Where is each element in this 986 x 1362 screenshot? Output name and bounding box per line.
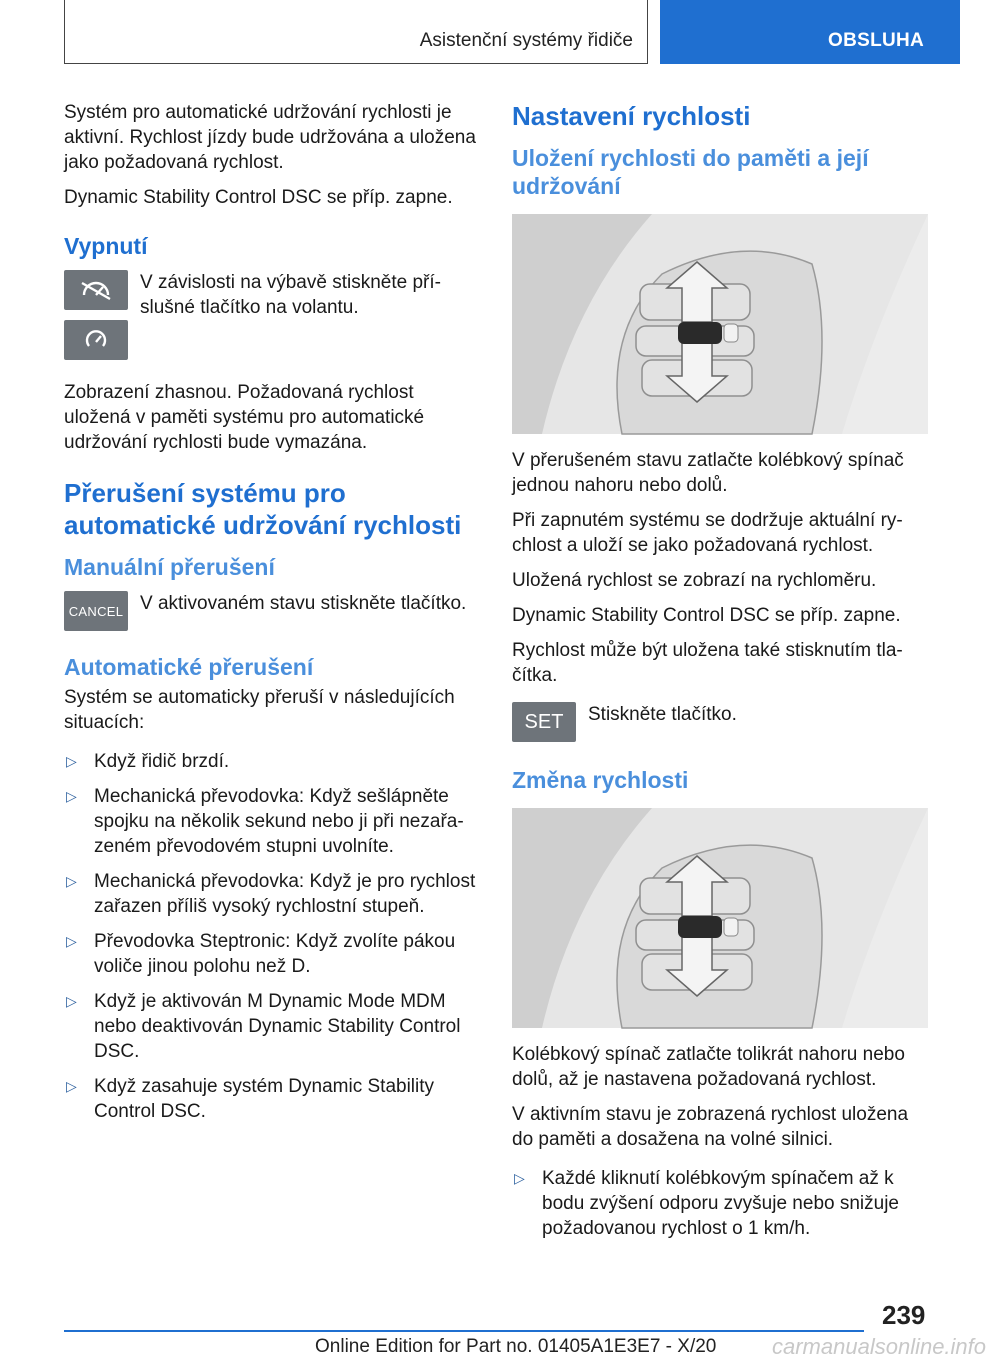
list-item: ▷ Mechanická převodovka: Když je pro rychlost zařazen příliš vysoký rychlostní stupeň. (66, 871, 476, 917)
ulozeni-heading: Uložení rychlosti do paměti a její udržování (512, 145, 869, 199)
list-item: ▷ Převodovka Steptronic: Když zvolíte pákou voliče jinou polohu než D. (66, 931, 456, 977)
cancel-button[interactable]: CANCEL (64, 591, 128, 631)
ulozeni-paragraph-2: Při zapnutém systému se dodržuje aktuální rychlost a uloží se jako požadovaná rychlost. (512, 510, 903, 556)
footer-divider (64, 1330, 864, 1332)
footer-edition: Online Edition for Part no. 01405A1E3E7 - X/20 (315, 1336, 717, 1357)
page-number: 239 (882, 1300, 926, 1330)
vypnuti-text: V závislosti na výbavě stiskněte příslušné tlačítko na volantu. (140, 272, 441, 318)
bullet-triangle-icon: ▷ (66, 993, 77, 1009)
list-item: ▷ Když řidič brzdí. (66, 751, 230, 772)
vypnuti-after-text: Zobrazení zhasnou. Požadovaná rychlost uložená v paměti systému pro automatické udržování rychlosti bude vymazána. (64, 382, 425, 453)
speed-limiter-icon (64, 320, 128, 360)
right-column (512, 100, 928, 1251)
list-item: ▷ Když zasahuje systém Dynamic Stability Control DSC. (66, 1076, 435, 1122)
bullet-triangle-icon: ▷ (514, 1170, 525, 1186)
set-row (512, 702, 928, 742)
auto-bullet-list (64, 749, 480, 1124)
auto-text: Systém se automaticky přeruší v následujících situacích: (64, 687, 455, 733)
manual-row (64, 591, 480, 631)
zmena-heading: Změna rychlosti (512, 767, 689, 793)
vypnuti-row (64, 270, 480, 370)
section-title: Asistenční systémy řidiče (419, 30, 633, 51)
ulozeni-paragraph-1: V přerušeném stavu zatlačte kolébkový spínač jednou nahoru nebo dolů. (512, 450, 904, 496)
left-column (64, 100, 480, 1134)
zmena-paragraph-2: V aktivním stavu je zobrazená rychlost uložena do paměti a dosažena na volné silnici. (512, 1104, 909, 1150)
chapter-tab-label: OBSLUHA (828, 30, 925, 51)
bullet-triangle-icon: ▷ (66, 1078, 77, 1094)
bullet-triangle-icon: ▷ (66, 788, 77, 804)
manual-heading: Manuální přerušení (64, 554, 275, 580)
set-text: Stiskněte tlačítko. (588, 704, 737, 725)
preruseni-heading: Přerušení systému pro automatické udržování rychlosti (64, 478, 462, 540)
zmena-paragraph-1: Kolébkový spínač zatlačte tolikrát nahoru nebo dolů, až je nastavena požadovaná rychlost. (512, 1044, 905, 1090)
list-item: ▷ Každé kliknutí kolébkovým spínačem až k bodu zvýšení odporu zvyšuje nebo snižuje požadovanou rychlost o 1 km/h. (514, 1168, 900, 1239)
steering-wheel-rocker-image-1 (512, 214, 928, 434)
intro-paragraph-2: Dynamic Stability Control DSC se příp. zapne. (64, 187, 453, 208)
intro-paragraph-1: Systém pro automatické udržování rychlosti je aktivní. Rychlost jízdy bude udržována a uložena jako požadovaná rychlost. (64, 102, 476, 173)
manual-text: V aktivovaném stavu stiskněte tlačítko. (140, 593, 467, 614)
auto-heading: Automatické přerušení (64, 654, 314, 680)
ulozeni-paragraph-5: Rychlost může být uložena také stisknutím tlačítka. (512, 640, 903, 686)
footer-watermark: carmanualsonline.info (772, 1334, 986, 1359)
steering-wheel-rocker-image-2 (512, 808, 928, 1028)
bullet-triangle-icon: ▷ (66, 933, 77, 949)
chapter-tab[interactable] (660, 0, 960, 64)
bullet-triangle-icon: ▷ (66, 753, 77, 769)
zmena-bullet-list (512, 1166, 928, 1241)
list-item: ▷ Když je aktivován M Dynamic Mode MDM nebo deaktivován Dynamic Stability Control DSC. (66, 991, 461, 1062)
list-item: ▷ Mechanická převodovka: Když sešlápněte spojku na několik sekund nebo ji při nezařazeném převodovém stupni uvolníte. (66, 786, 464, 857)
cruise-control-off-icon (64, 270, 128, 310)
nastaveni-heading: Nastavení rychlosti (512, 101, 751, 131)
ulozeni-paragraph-4: Dynamic Stability Control DSC se příp. zapne. (512, 605, 901, 626)
header-frame (64, 0, 648, 64)
vypnuti-heading: Vypnutí (64, 233, 148, 259)
bullet-triangle-icon: ▷ (66, 873, 77, 889)
set-button[interactable]: SET (512, 702, 576, 742)
ulozeni-paragraph-3: Uložená rychlost se zobrazí na rychloměru. (512, 570, 877, 591)
